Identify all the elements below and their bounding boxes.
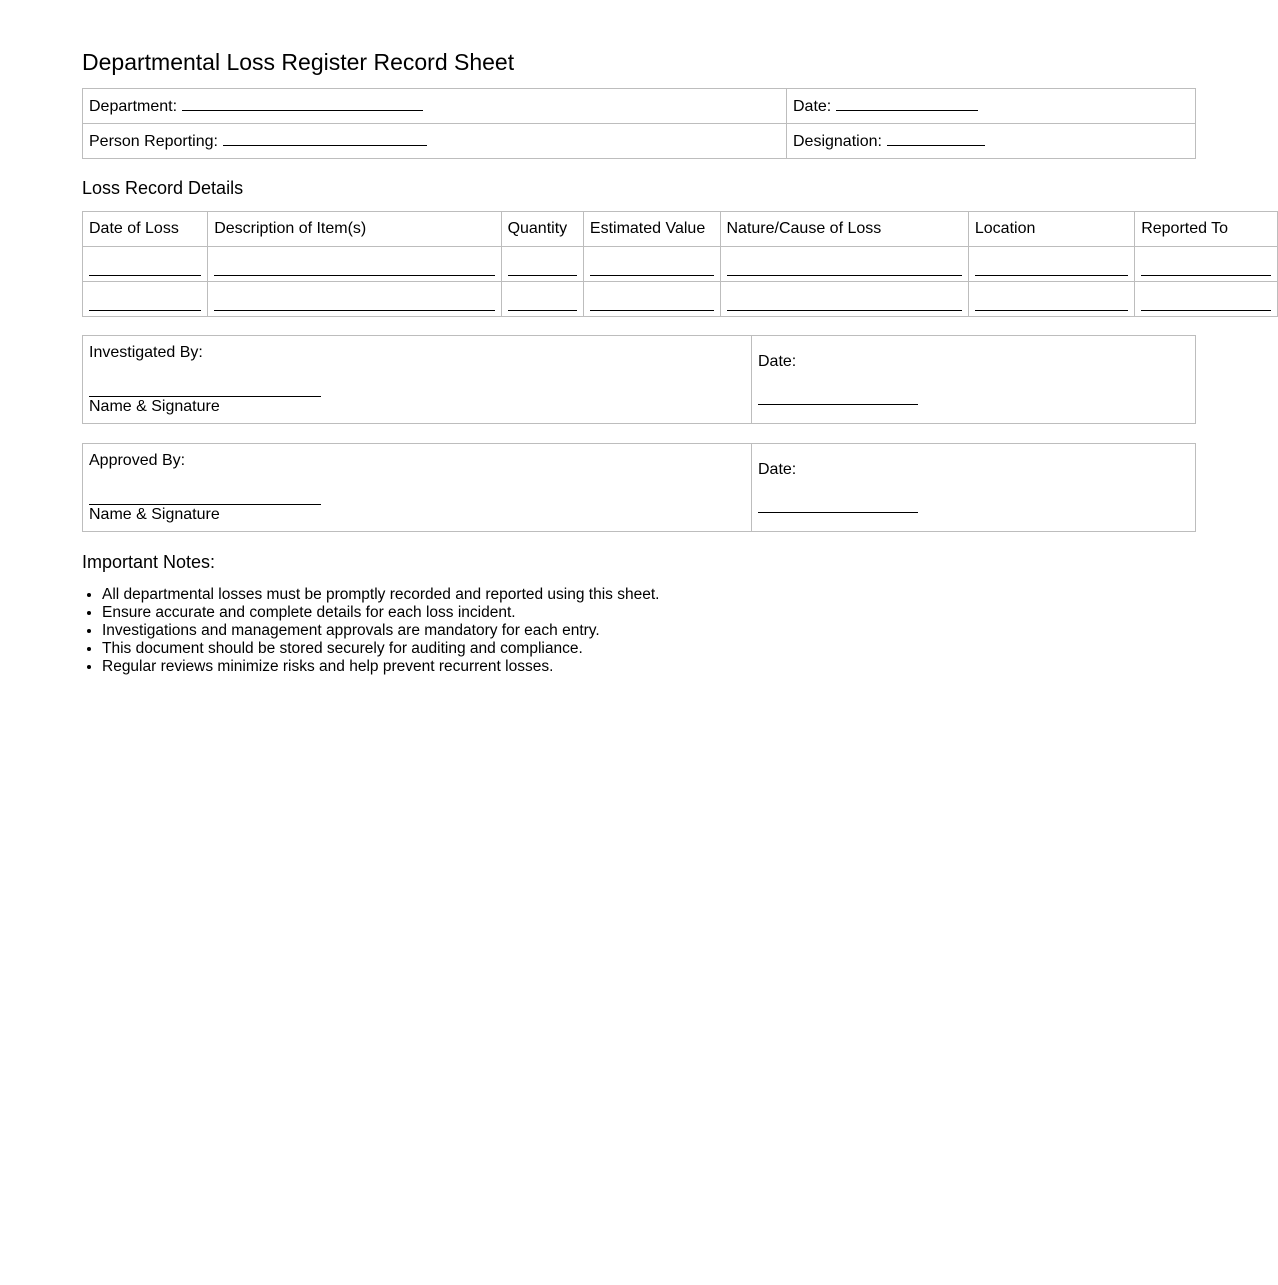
- blank-line: [727, 253, 962, 276]
- investigated-by-signature-line[interactable]: [89, 396, 321, 397]
- list-item: • All departmental losses must be promptly recorded and reported using this sheet.: [102, 586, 659, 604]
- blank-line: [214, 288, 494, 311]
- approved-date-area: [752, 444, 1195, 531]
- header-row: [83, 124, 1196, 159]
- blank-line: [975, 253, 1128, 276]
- blank-line: [89, 253, 201, 276]
- cell-reported-to[interactable]: [1135, 247, 1278, 282]
- blank-line: [590, 253, 714, 276]
- blank-line: [590, 288, 714, 311]
- cell-description[interactable]: [208, 247, 501, 282]
- column-header-reported-to: Reported To: [1135, 212, 1278, 247]
- person-reporting-cell: [83, 124, 787, 159]
- blank-line: [508, 288, 577, 311]
- loss-record-table-viewport: [82, 211, 1278, 319]
- cell-location[interactable]: [968, 282, 1134, 317]
- column-header-nature-cause: Nature/Cause of Loss: [720, 212, 968, 247]
- blank-line: [508, 253, 577, 276]
- cell-location[interactable]: [968, 247, 1134, 282]
- investigated-by-box: [82, 335, 1196, 424]
- cell-date-of-loss[interactable]: [83, 247, 208, 282]
- cell-date-of-loss[interactable]: [83, 282, 208, 317]
- cell-nature-cause[interactable]: [720, 282, 968, 317]
- designation-field[interactable]: [887, 131, 985, 146]
- department-cell: [83, 89, 787, 124]
- blank-line: [727, 288, 962, 311]
- blank-line: [1141, 288, 1271, 311]
- list-item: • Regular reviews minimize risks and help prevent recurrent losses.: [102, 658, 659, 676]
- person-reporting-label: Person Reporting:: [89, 133, 218, 150]
- loss-table-header-row: [83, 212, 1278, 247]
- department-label: Department:: [89, 98, 178, 115]
- table-row: [83, 282, 1278, 317]
- page-title: Departmental Loss Register Record Sheet: [82, 49, 515, 75]
- notes-title: Important Notes:: [82, 552, 216, 572]
- person-reporting-field[interactable]: [223, 131, 427, 146]
- blank-line: [1141, 253, 1271, 276]
- investigated-by-label: Investigated By:: [89, 344, 203, 361]
- header-info-table: [82, 88, 1196, 159]
- list-item: • This document should be stored securely for auditing and compliance.: [102, 640, 659, 658]
- blank-line: [214, 253, 494, 276]
- approved-date-label: Date:: [758, 461, 797, 478]
- cell-description[interactable]: [208, 282, 501, 317]
- approved-by-box: [82, 443, 1196, 532]
- investigated-date-area: [752, 336, 1195, 423]
- cell-nature-cause[interactable]: [720, 247, 968, 282]
- column-header-date-of-loss: Date of Loss: [83, 212, 208, 247]
- list-item: • Investigations and management approvals are mandatory for each entry.: [102, 622, 659, 640]
- cell-quantity[interactable]: [501, 247, 583, 282]
- column-header-description: Description of Item(s): [208, 212, 501, 247]
- header-row: [83, 89, 1196, 124]
- approved-date-line[interactable]: [758, 512, 918, 513]
- investigated-by-signature-area: [83, 336, 752, 423]
- designation-label: Designation:: [793, 133, 882, 150]
- table-row: [83, 247, 1278, 282]
- cell-quantity[interactable]: [501, 282, 583, 317]
- notes-list: [82, 586, 659, 676]
- date-field[interactable]: [836, 96, 978, 111]
- loss-record-title: Loss Record Details: [82, 178, 244, 198]
- approved-by-label: Approved By:: [89, 452, 186, 469]
- investigated-date-label: Date:: [758, 353, 797, 370]
- list-item: • Ensure accurate and complete details for each loss incident.: [102, 604, 659, 622]
- cell-reported-to[interactable]: [1135, 282, 1278, 317]
- approved-by-signature-line[interactable]: [89, 504, 321, 505]
- designation-cell: [787, 124, 1196, 159]
- investigated-by-caption: Name & Signature: [89, 398, 220, 415]
- cell-estimated-value[interactable]: [583, 247, 720, 282]
- approved-by-signature-area: [83, 444, 752, 531]
- blank-line: [975, 288, 1128, 311]
- column-header-location: Location: [968, 212, 1134, 247]
- column-header-quantity: Quantity: [501, 212, 583, 247]
- loss-record-table: [82, 211, 1278, 317]
- date-cell: [787, 89, 1196, 124]
- column-header-estimated-value: Estimated Value: [583, 212, 720, 247]
- blank-line: [89, 288, 201, 311]
- investigated-date-line[interactable]: [758, 404, 918, 405]
- date-label: Date:: [793, 98, 832, 115]
- cell-estimated-value[interactable]: [583, 282, 720, 317]
- approved-by-caption: Name & Signature: [89, 506, 220, 523]
- department-field[interactable]: [182, 96, 423, 111]
